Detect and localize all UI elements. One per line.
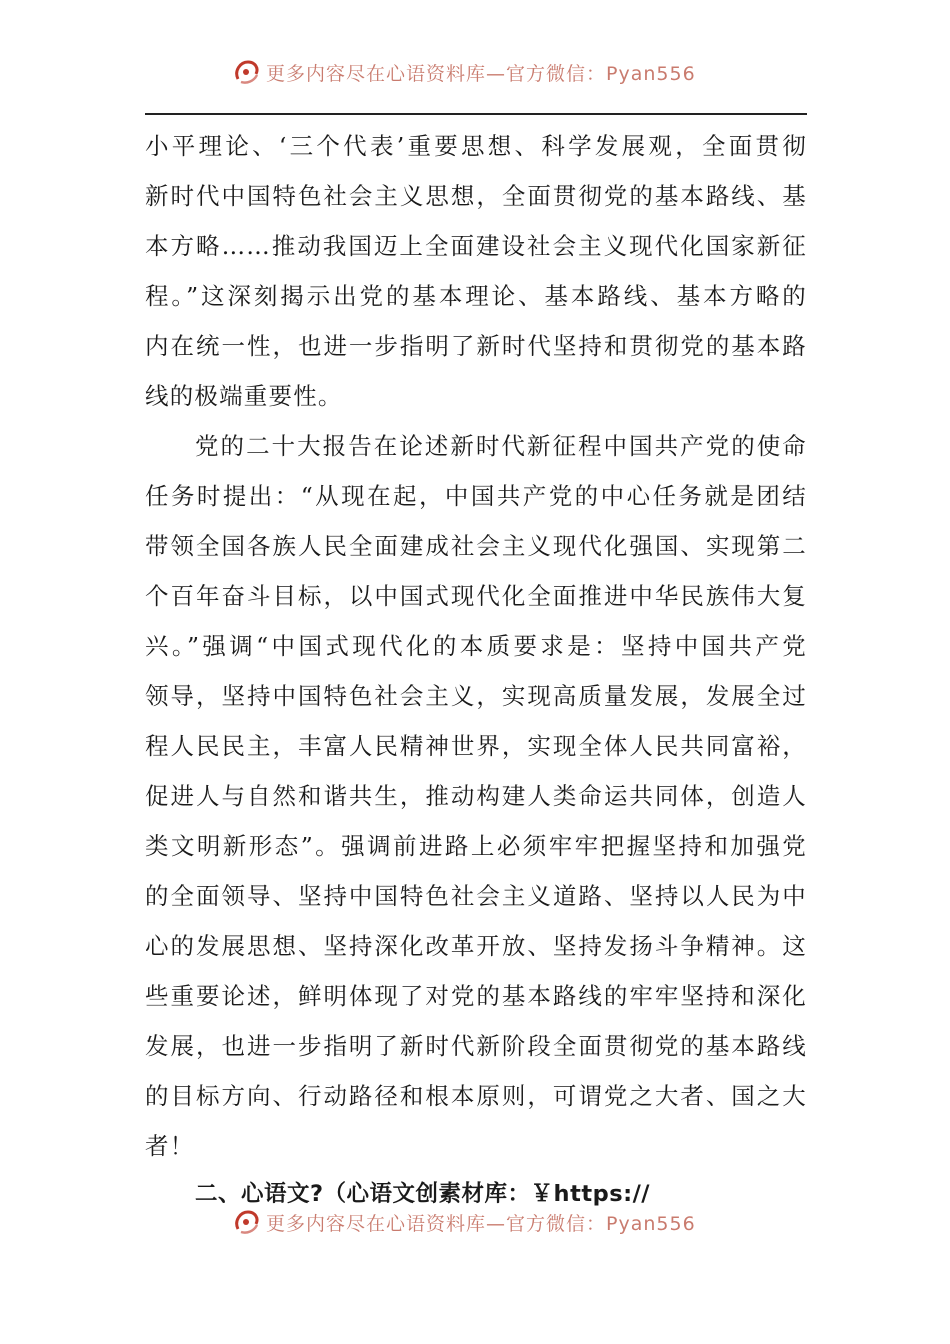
text-line: 线的极端重要性。 xyxy=(145,382,343,410)
text-line: 的目标方向、行动路径和根本原则，可谓党之大者、国之大 xyxy=(145,1082,807,1110)
text-line: 程人民民主，丰富人民精神世界，实现全体人民共同富裕， xyxy=(145,732,807,760)
document-body xyxy=(145,121,807,1171)
text-line: 本方略……推动我国迈上全面建设社会主义现代化国家新征 xyxy=(145,232,807,260)
text-line: 的全面领导、坚持中国特色社会主义道路、坚持以人民为中 xyxy=(145,882,807,910)
footer-watermark-text: 更多内容尽在心语资料库—官方微信：Pyan556 xyxy=(266,1212,696,1235)
section-heading: 二、心语文?（心语文创素材库：￥https:// xyxy=(195,1181,651,1207)
text-line: 小平理论、‘三个代表’重要思想、科学发展观，全面贯彻 xyxy=(145,132,807,160)
text-line: 任务时提出：“从现在起，中国共产党的中心任务就是团结 xyxy=(145,482,807,510)
text-line: 程。”这深刻揭示出党的基本理论、基本路线、基本方略的 xyxy=(145,282,807,310)
text-line: 领导，坚持中国特色社会主义，实现高质量发展，发展全过 xyxy=(145,682,807,710)
text-line: 发展，也进一步指明了新时代新阶段全面贯彻党的基本路线 xyxy=(145,1032,807,1060)
logo-icon xyxy=(232,57,262,87)
text-line: 心的发展思想、坚持深化改革开放、坚持发扬斗争精神。这 xyxy=(145,932,807,960)
logo-icon xyxy=(232,1207,262,1237)
text-line: 促进人与自然和谐共生，推动构建人类命运共同体，创造人 xyxy=(145,782,807,810)
text-line: 些重要论述，鲜明体现了对党的基本路线的牢牢坚持和深化 xyxy=(145,982,807,1010)
text-line: 兴。”强调“中国式现代化的本质要求是：坚持中国共产党 xyxy=(145,632,807,660)
footer-watermark xyxy=(232,1202,696,1242)
text-line: 内在统一性，也进一步指明了新时代坚持和贯彻党的基本路 xyxy=(145,332,807,360)
text-line: 带领全国各族人民全面建成社会主义现代化强国、实现第二 xyxy=(145,532,807,560)
header-watermark-text: 更多内容尽在心语资料库—官方微信：Pyan556 xyxy=(266,62,696,85)
text-line: 类文明新形态”。强调前进路上必须牢牢把握坚持和加强党 xyxy=(145,832,807,860)
text-line: 个百年奋斗目标，以中国式现代化全面推进中华民族伟大复 xyxy=(145,582,807,610)
header-rule xyxy=(145,113,807,115)
text-line: 新时代中国特色社会主义思想，全面贯彻党的基本路线、基 xyxy=(145,182,807,210)
text-line: 者！ xyxy=(145,1132,195,1160)
header-watermark xyxy=(232,52,696,92)
text-line: 党的二十大报告在论述新时代新征程中国共产党的使命 xyxy=(195,432,807,460)
